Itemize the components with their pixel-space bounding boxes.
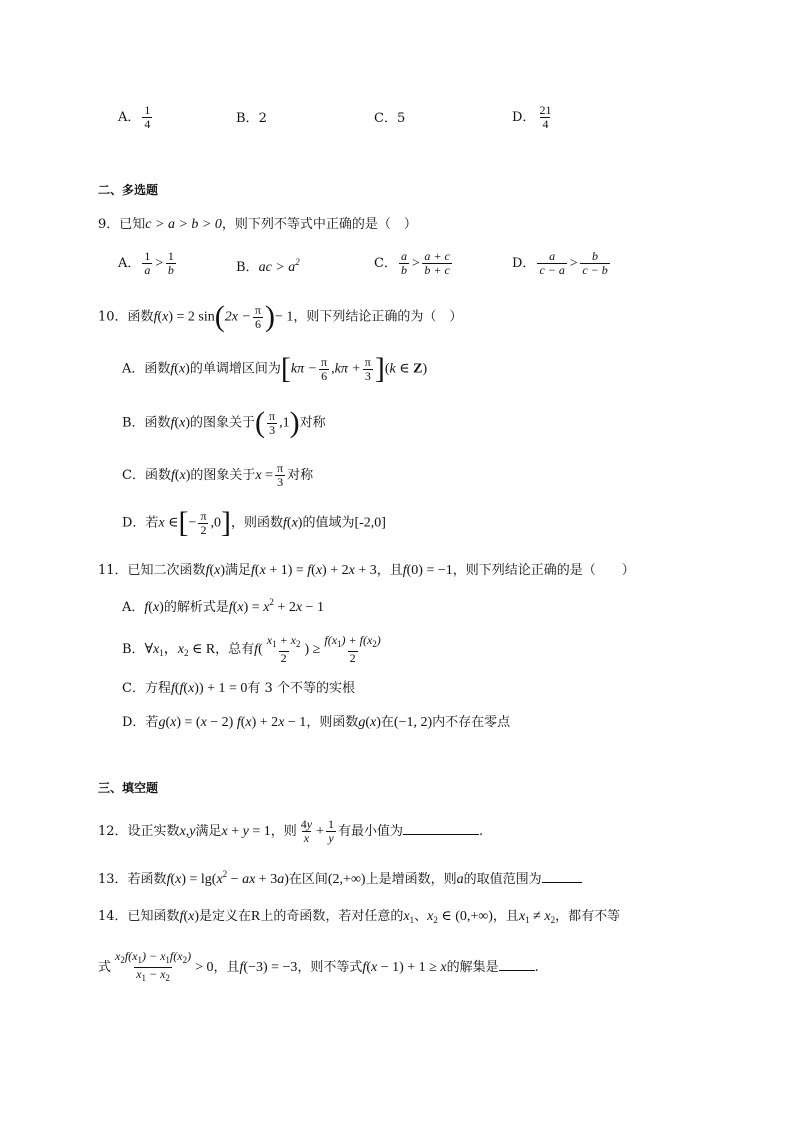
q9-option-c: C． $\frac{a}{b}$ > $\frac{a + c}{b + c}$ <box>374 249 450 277</box>
q14-line2: 式 $\frac{x_2f(x_1) - x_1f(x_2)}{x_1 - x_2}$ > 0，且f(−3) = −3，则不等式f(x − 1) + 1 ≥ x的解集是 . <box>98 949 539 983</box>
stem-text: ，则下列结论正确的是（ ） <box>452 563 635 578</box>
fraction: $\frac{\pi}{3}$ <box>364 354 371 383</box>
stem-text: 是定义在 <box>199 909 252 924</box>
option-text: 的解析式是 <box>163 600 229 615</box>
fraction: $\frac{f(x_1) + f(x_2)}{2}$ <box>324 633 381 665</box>
option-label: A． <box>118 256 141 271</box>
q9-stem <box>98 218 417 232</box>
stem-text: 已知 <box>119 217 146 232</box>
option-label: C． <box>374 111 397 126</box>
option-label: C．方程 <box>122 681 171 696</box>
option-label: D． <box>512 110 536 125</box>
fraction: $\frac{a}{b}$ <box>400 249 407 277</box>
option-text: C．函数 <box>122 468 171 483</box>
q10-option-a: A．函数f(x)的单调增区间为[kπ − $\frac{\pi}{6}$ ,kπ + $\frac{\pi}{3}$ ](k ∈ Z) <box>122 352 428 385</box>
q11-option-c: C．方程f(f(x)) + 1 = 0有 3 个不等的实根 <box>122 681 355 696</box>
option-text: 内不存在零点 <box>432 715 511 730</box>
q14-line1: 14．已知函数f(x)是定义在R上的奇函数，若对任意的$x_1$、$x_2$ ∈ (0,+∞)，且$x_1 \ne x_2$，都有不等 <box>98 909 621 925</box>
stem-text: ，都有不等 <box>555 909 621 924</box>
range-value: [-2,0] <box>354 515 386 531</box>
option-text: D．若 <box>122 515 159 531</box>
option-text: 的单调增区间为 <box>189 361 281 377</box>
option-text: ，总有 <box>215 642 255 657</box>
question-number: 14． <box>98 909 128 924</box>
option-text: 在 <box>380 715 394 730</box>
fraction: $\frac{\pi}{2}$ <box>200 508 207 537</box>
fraction: $\frac{21}{4}$ <box>539 103 552 131</box>
math-condition: c > a > b > 0 <box>145 217 222 232</box>
math-expression: f(x) = 2 sin <box>153 309 215 325</box>
option-label: B． <box>236 260 259 275</box>
section-heading: 三、填空题 <box>98 781 159 795</box>
fraction: $\frac{\pi}{6}$ <box>321 354 328 383</box>
stem-text: ，则下列不等式中正确的是（ ） <box>221 217 417 232</box>
fraction: $\frac{1}{b}$ <box>167 249 174 277</box>
question-number: 9． <box>98 217 120 232</box>
math-expression: ac > $a^2$ <box>258 257 300 275</box>
q8-option-b <box>236 112 267 125</box>
fraction: $\frac{\pi}{3}$ <box>277 461 284 489</box>
option-text: A．函数 <box>122 361 171 377</box>
option-text: ，则函数 <box>231 515 284 531</box>
q9-option-d: D． $\frac{a}{c - a}$ > $\frac{b}{c - b}$ <box>512 249 608 277</box>
q9-option-b <box>236 258 300 275</box>
fraction: $\frac{\pi}{6}$ <box>254 302 261 331</box>
question-number: 12． <box>98 824 128 839</box>
stem-text: 的取值范围为 <box>463 872 542 887</box>
option-text: 对称 <box>287 468 314 483</box>
answer-blank[interactable] <box>403 822 479 835</box>
stem-text: ，则下列结论正确的为（ ） <box>293 309 463 325</box>
q8-option-d <box>512 104 555 131</box>
fraction: $\frac{1}{a}$ <box>144 249 151 277</box>
q10-option-c: C．函数f(x)的图象关于x = $\frac{\pi}{3}$ 对称 <box>122 461 314 489</box>
stem-text: 上是增函数，则 <box>365 872 457 887</box>
option-value: 5 <box>396 111 406 126</box>
option-text: 有 3 个不等的实根 <box>247 681 355 696</box>
q11-stem: 11．已知二次函数f(x)满足f(x + 1) = f(x) + 2x + 3，且f(0) = −1，则下列结论正确的是（ ） <box>98 563 635 578</box>
question-number: 10． <box>98 309 128 325</box>
option-text: 的图象关于 <box>190 468 256 483</box>
q10-option-b: B．函数f(x)的图象关于( $\frac{\pi}{3}$ ,1)对称 <box>122 406 326 439</box>
stem-text: 已知二次函数 <box>127 563 206 578</box>
q8-option-a <box>118 104 154 131</box>
question-number: 11． <box>98 563 128 578</box>
option-text: B．函数 <box>122 415 171 431</box>
option-label: B． <box>122 642 145 657</box>
question-number: 13． <box>98 872 128 887</box>
option-text: ，则函数 <box>306 715 359 730</box>
q11-option-a: A．f(x)的解析式是$f(x) = x^2 + 2x - 1$ <box>122 597 324 615</box>
fraction: $\frac{a + c}{b + c}$ <box>424 249 450 277</box>
option-value: 2 <box>258 111 267 126</box>
fraction: $\frac{x_1 + x_2}{2}$ <box>266 633 301 665</box>
stem-text: ，则 <box>270 824 297 839</box>
stem-text: 有最小值为 <box>338 824 404 839</box>
option-label: D． <box>512 256 536 271</box>
stem-text: 满足 <box>225 563 252 578</box>
stem-text: 在区间 <box>288 872 328 887</box>
fraction: $\frac{1}{y}$ <box>328 817 335 845</box>
stem-text: 若函数 <box>127 872 167 887</box>
fraction: $\frac{a}{c - a}$ <box>539 249 565 277</box>
stem-text: 上的奇函数，若对任意的 <box>260 909 404 924</box>
stem-text: ，且 <box>376 563 403 578</box>
q11-option-b: B．$\forall x_1$，$x_2$ ∈ R，总有f( $\frac{x_1 + x_2}{2}$ ) ≥ $\frac{f(x_1) + f(x_2)}{2}$ <box>122 633 381 665</box>
stem-text: ，且 <box>213 960 240 975</box>
option-text: 对称 <box>299 415 326 431</box>
option-label: D．若 <box>122 715 159 730</box>
stem-text: 设正实数 <box>127 824 180 839</box>
fraction: $\frac{x_2f(x_1) - x_1f(x_2)}{x_1 - x_2}$ <box>115 949 192 983</box>
stem-text: ，且 <box>492 909 519 924</box>
stem-text: 的解集是 <box>446 960 499 975</box>
option-label: A． <box>118 110 141 125</box>
fraction: $\frac{\pi}{3}$ <box>269 408 276 437</box>
stem-text: ，则不等式 <box>297 960 363 975</box>
q10-option-d: D．若x ∈[− $\frac{\pi}{2}$ ,0]，则函数f(x)的值域为[-2,0] <box>122 506 386 539</box>
fraction: $\frac{4y}{x}$ <box>300 817 313 845</box>
answer-blank[interactable] <box>542 870 582 883</box>
option-label: B． <box>236 111 259 126</box>
section-heading: 二、多选题 <box>98 183 159 197</box>
fraction: $\frac{b}{c - b}$ <box>582 249 608 277</box>
q11-option-d: D．若g(x) = (x − 2) f(x) + 2x − 1，则函数g(x)在(−1, 2)内不存在零点 <box>122 715 511 730</box>
stem-text: 已知函数 <box>127 909 180 924</box>
stem-text: 函数 <box>127 309 154 325</box>
q8-option-c <box>374 112 405 125</box>
option-text: 的值域为 <box>302 515 355 531</box>
answer-blank[interactable] <box>499 958 535 971</box>
option-text: 的图象关于 <box>190 415 256 431</box>
stem-text: 式 <box>98 960 112 975</box>
q10-stem: 10．函数f(x) = 2 sin(2x − $\frac{\pi}{6}$ )− 1，则下列结论正确的为（ ） <box>98 300 463 333</box>
fraction: $\frac{1}{4}$ <box>144 103 151 131</box>
stem-text: 满足 <box>195 824 222 839</box>
option-label: C． <box>374 256 397 271</box>
q9-option-a: A． $\frac{1}{a}$ > $\frac{1}{b}$ <box>118 249 174 277</box>
q13-stem: 13．若函数$f(x) = \lg(x^2$ − ax + 3a)在区间(2,+∞)上是增函数，则a的取值范围为 <box>98 870 582 887</box>
stem-text: 、 <box>414 909 428 924</box>
q12-stem: 12．设正实数x,y满足x + y = 1，则 $\frac{4y}{x}$ + $\frac{1}{y}$ 有最小值为 . <box>98 817 484 845</box>
option-label: A． <box>122 600 145 615</box>
